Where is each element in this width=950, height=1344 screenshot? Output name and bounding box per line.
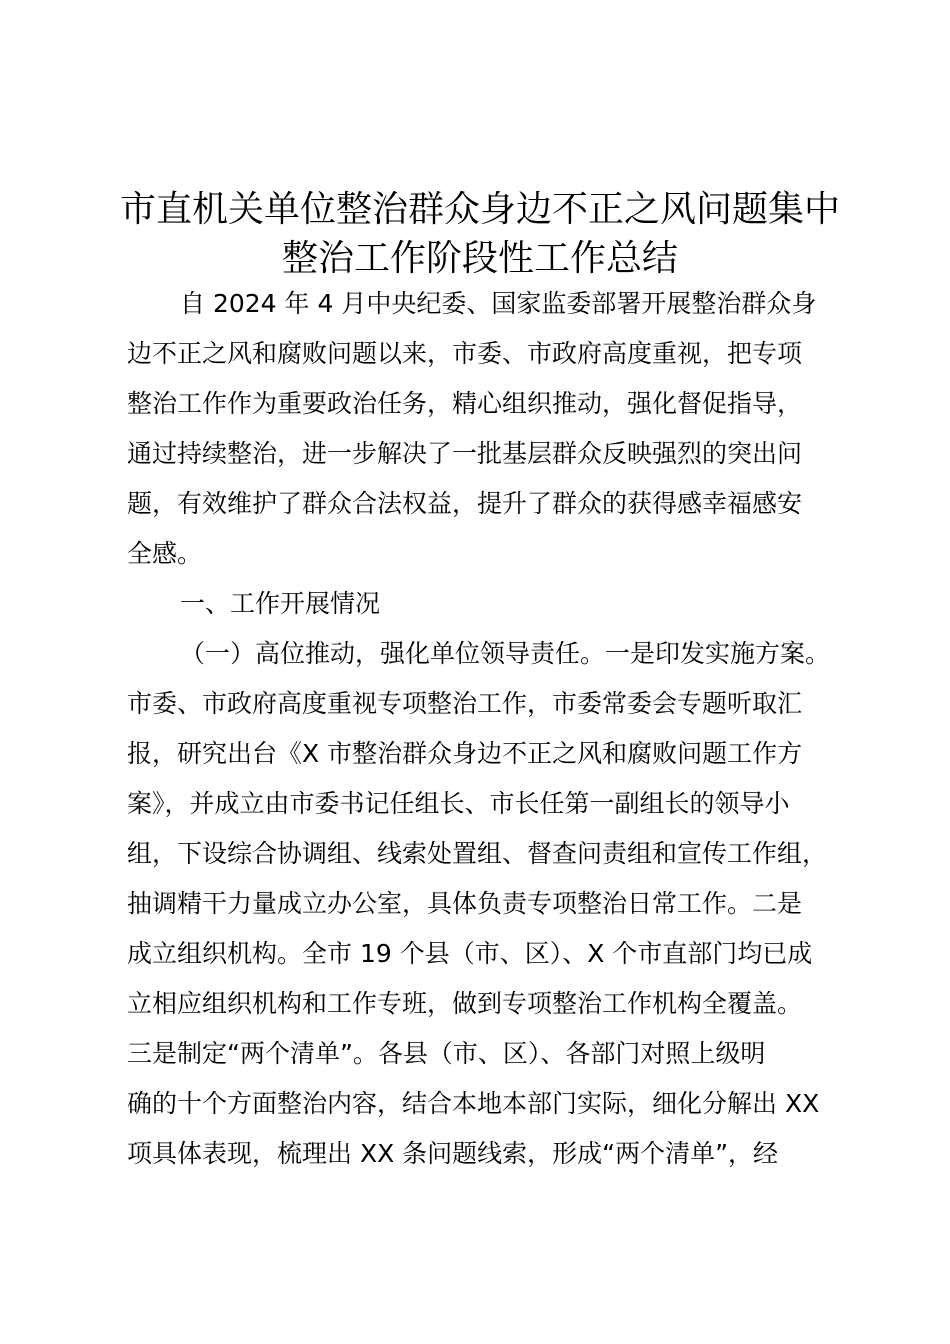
document-title-line-2: 整治工作阶段性工作总结 — [281, 238, 678, 279]
body-line-5: 组，下设综合协调组、线索处置组、督查问责组和宣传工作组， — [127, 839, 828, 868]
body-line-7: 成立组织机构。全市 19 个县（市、区）、X 个市直部门均已成 — [127, 939, 813, 968]
body-line-8: 立相应组织机构和工作专班，做到专项整治工作机构全覆盖。 — [127, 989, 803, 1018]
intro-line-6: 全感。 — [127, 539, 203, 568]
intro-line-2: 边不正之风和腐败问题以来，市委、市政府高度重视，把专项 — [127, 339, 803, 368]
intro-line-4: 通过持续整治，进一步解决了一批基层群众反映强烈的突出问 — [127, 439, 803, 468]
body-line-1: （一）高位推动，强化单位领导责任。一是印发实施方案。 — [180, 639, 831, 668]
section-heading: 一、工作开展情况 — [180, 589, 381, 618]
intro-line-5: 题，有效维护了群众合法权益，提升了群众的获得感幸福感安 — [127, 489, 803, 518]
body-line-2: 市委、市政府高度重视专项整治工作，市委常委会专题听取汇 — [127, 689, 803, 718]
intro-line-3: 整治工作作为重要政治任务，精心组织推动，强化督促指导， — [127, 389, 803, 418]
intro-line-1: 自 2024 年 4 月中央纪委、国家监委部署开展整治群众身 — [180, 289, 817, 318]
body-line-11: 项具体表现，梳理出 XX 条问题线索，形成“两个清单”，经 — [127, 1139, 779, 1168]
document-title-line-1: 市直机关单位整治群众身边不正之风问题集中 — [119, 189, 840, 230]
body-line-3: 报，研究出台《X 市整治群众身边不正之风和腐败问题工作方 — [127, 739, 803, 768]
body-line-6: 抽调精干力量成立办公室，具体负责专项整治日常工作。二是 — [127, 889, 803, 918]
body-line-9: 三是制定“两个清单”。各县（市、区）、各部门对照上级明 — [127, 1039, 766, 1068]
body-line-4: 案》，并成立由市委书记任组长、市长任第一副组长的领导小 — [127, 789, 790, 818]
body-line-10: 确的十个方面整治内容，结合本地本部门实际，细化分解出 XX — [127, 1089, 820, 1118]
